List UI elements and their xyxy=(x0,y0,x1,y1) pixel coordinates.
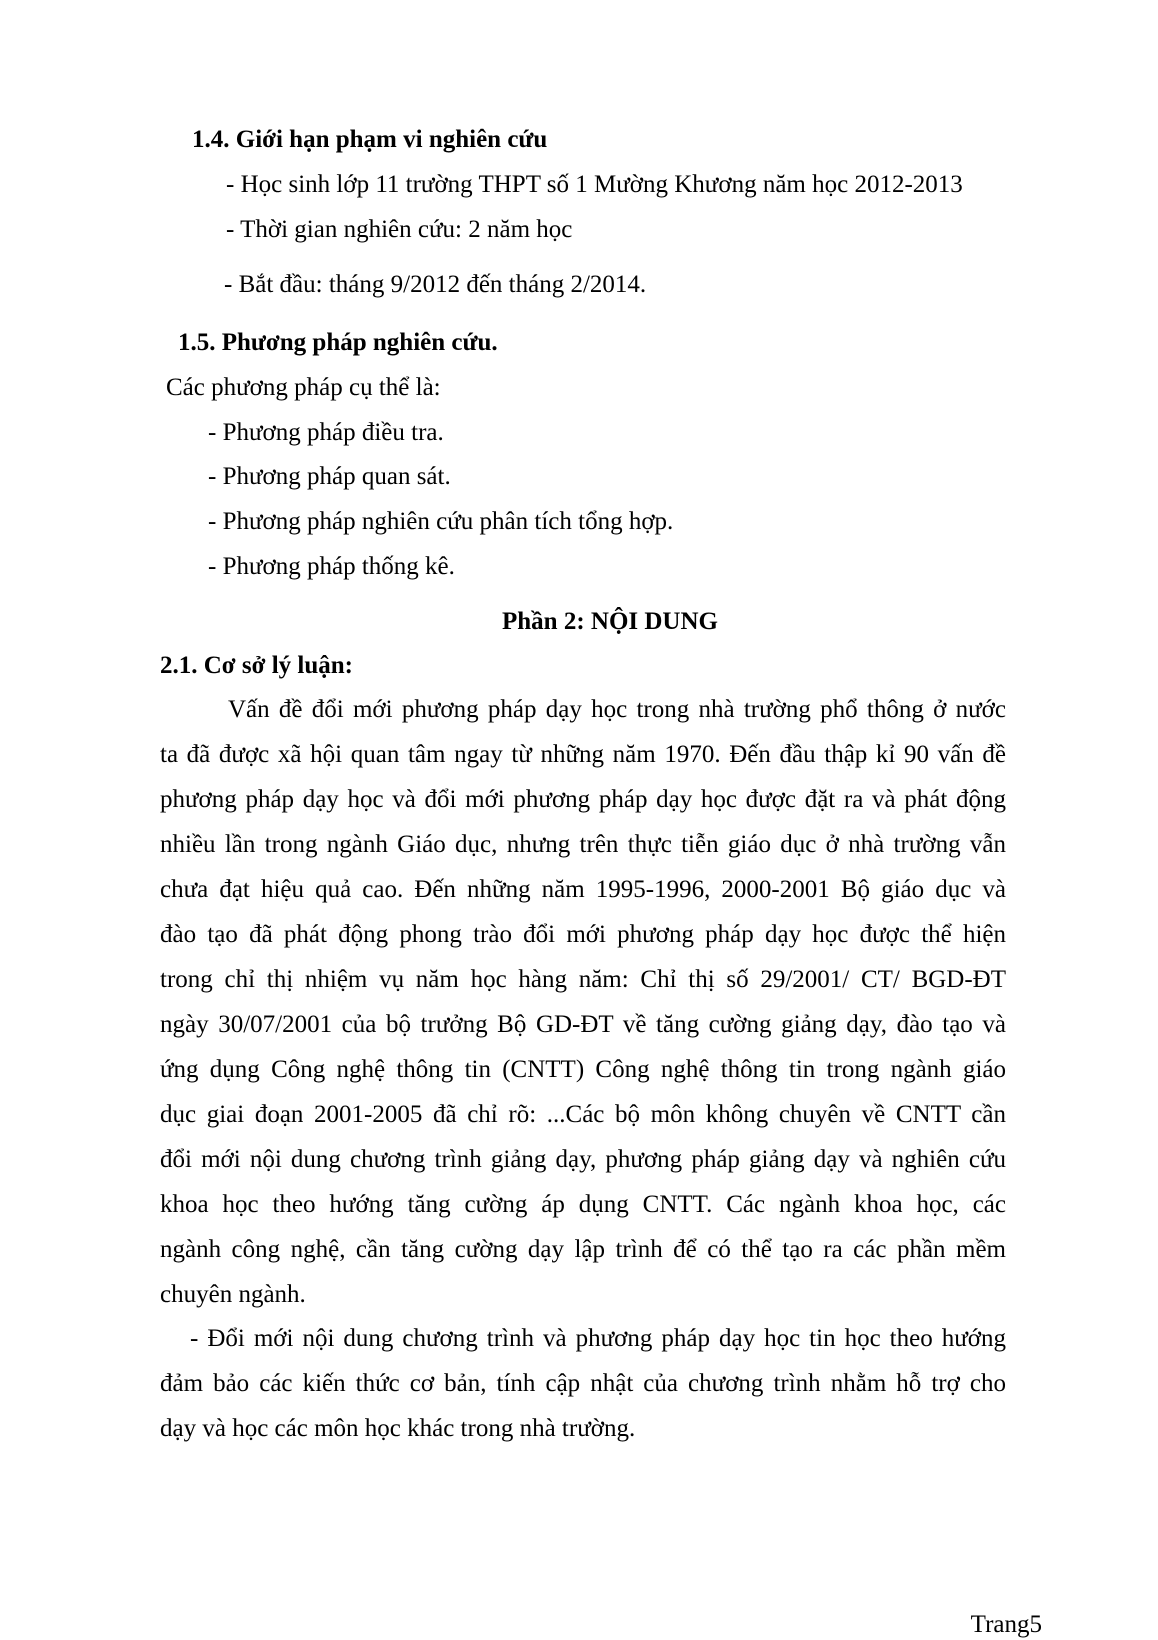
section-1-4-item: - Học sinh lớp 11 trường THPT số 1 Mường Khương năm học 2012-2013 xyxy=(226,171,963,198)
paragraph-2-line: dạy và học các môn học khác trong nhà trường. xyxy=(160,1415,636,1442)
section-1-4-heading: 1.4. Giới hạn phạm vi nghiên cứu xyxy=(192,126,548,153)
paragraph-1-line: đào tạo đã phát động phong trào đổi mới phương pháp dạy học được thể hiện xyxy=(160,921,1006,948)
paragraph-1-line: khoa học theo hướng tăng cường áp dụng CNTT. Các ngành khoa học, các xyxy=(160,1191,1006,1218)
part-2-title: Phần 2: NỘI DUNG xyxy=(502,608,718,635)
section-1-4-item: - Bắt đầu: tháng 9/2012 đến tháng 2/2014. xyxy=(224,271,647,298)
section-1-5-item: - Phương pháp điều tra. xyxy=(208,419,444,446)
section-1-5-heading: 1.5. Phương pháp nghiên cứu. xyxy=(178,329,498,356)
paragraph-1-line: ngành công nghệ, cần tăng cường dạy lập trình để có thể tạo ra các phần mềm xyxy=(160,1236,1006,1263)
page-number: Trang5 xyxy=(970,1611,1042,1638)
paragraph-1-line: ta đã được xã hội quan tâm ngay từ những năm 1970. Đến đầu thập kỉ 90 vấn đề xyxy=(160,741,1006,768)
paragraph-1-line: nhiều lần trong ngành Giáo dục, nhưng trên thực tiễn giáo dục ở nhà trường vẫn xyxy=(160,831,1006,858)
section-1-5-item: - Phương pháp thống kê. xyxy=(208,553,455,580)
section-2-1-heading: 2.1. Cơ sở lý luận: xyxy=(160,652,353,679)
paragraph-1-line: dục giai đoạn 2001-2005 đã chỉ rõ: ...Các bộ môn không chuyên về CNTT cần xyxy=(160,1101,1006,1128)
section-1-5-item: - Phương pháp nghiên cứu phân tích tổng hợp. xyxy=(208,508,674,535)
section-1-5-intro: Các phương pháp cụ thể là: xyxy=(166,374,441,401)
paragraph-1-line: trong chỉ thị nhiệm vụ năm học hàng năm: Chỉ thị số 29/2001/ CT/ BGD-ĐT xyxy=(160,966,1006,993)
paragraph-1-line: Vấn đề đổi mới phương pháp dạy học trong nhà trường phổ thông ở nước xyxy=(228,696,1006,723)
paragraph-1-line: phương pháp dạy học và đổi mới phương pháp dạy học được đặt ra và phát động xyxy=(160,786,1006,813)
paragraph-1-line: ngày 30/07/2001 của bộ trưởng Bộ GD-ĐT về tăng cường giảng dạy, đào tạo và xyxy=(160,1011,1006,1038)
paragraph-1-line: chuyên ngành. xyxy=(160,1281,306,1308)
paragraph-1-line: chưa đạt hiệu quả cao. Đến những năm 1995-1996, 2000-2001 Bộ giáo dục và xyxy=(160,876,1006,903)
paragraph-2-line: - Đổi mới nội dung chương trình và phương pháp dạy học tin học theo hướng xyxy=(190,1325,1006,1352)
section-1-5-item: - Phương pháp quan sát. xyxy=(208,463,451,490)
paragraph-1-line: ứng dụng Công nghệ thông tin (CNTT) Công nghệ thông tin trong ngành giáo xyxy=(160,1056,1006,1083)
section-1-4-item: - Thời gian nghiên cứu: 2 năm học xyxy=(226,216,573,243)
paragraph-2-line: đảm bảo các kiến thức cơ bản, tính cập nhật của chương trình nhằm hỗ trợ cho xyxy=(160,1370,1006,1397)
paragraph-1-line: đổi mới nội dung chương trình giảng dạy, phương pháp giảng dạy và nghiên cứu xyxy=(160,1146,1006,1173)
